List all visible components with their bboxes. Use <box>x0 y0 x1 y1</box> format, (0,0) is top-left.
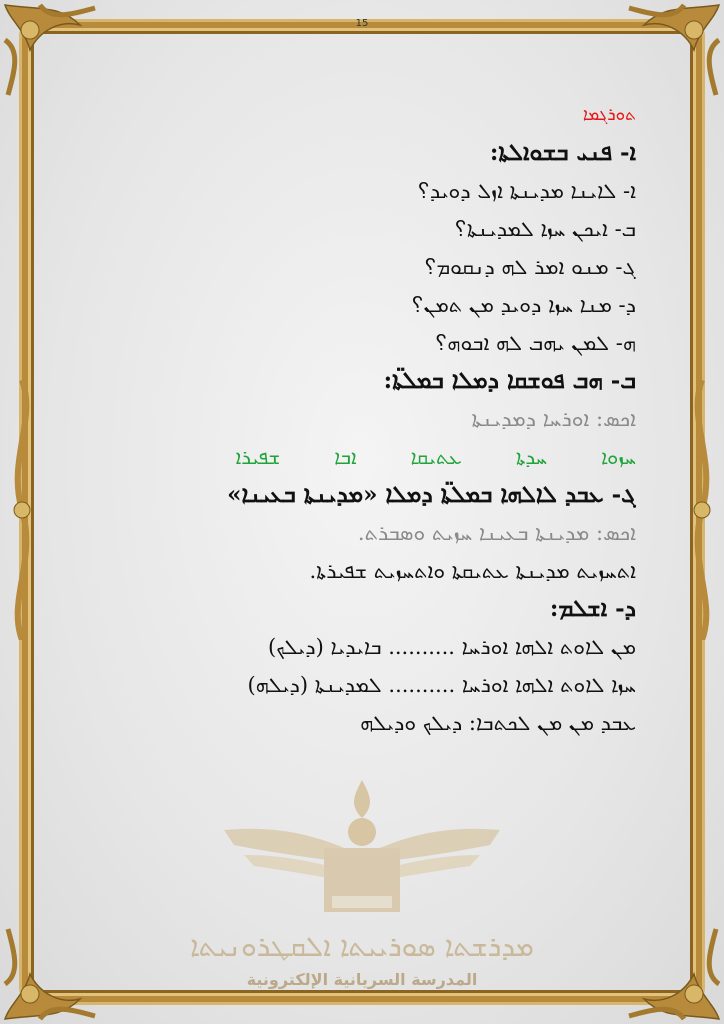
page-number: 15 <box>355 18 369 29</box>
question-2-example: ܐܟܣ: ܐܘܪܚܐ ܕܡܕܝܢܬܐ <box>471 407 636 431</box>
school-name-arabic: المدرسة السريانية الإلكترونية <box>246 970 478 989</box>
section-heading: ܬܘܪܓܡܐ <box>582 105 636 125</box>
corner-ornament-bottom-right <box>604 904 724 1024</box>
question-1-item-b: ܒ- ܐܝܟܢ ܚܙܐ ܠܡܕܝܢܬܐ؟ <box>455 217 636 241</box>
question-4-item-c: ܥܒܕ ܡܢ ܡܢ ܠܟܬܒܐ: ܕܝܠܟ ܘܕܝܠܗ <box>360 711 636 735</box>
word-bank-item: ܫܦܝܪܐ <box>235 445 281 469</box>
question-3-line: ܐܬܚܙܝܬ ܡܕܝܢܬܐ ܥܬܝܩܬܐ ܘܐܬܚܙܝܬ ܫܦܝܪܬܐ. <box>309 559 636 583</box>
exercise-content <box>76 96 636 742</box>
question-3-example: ܐܟܣ: ܡܕܝܢܬܐ ܒܥܝܢܐ ܚܙܝܬ ܘܣܒܪܬ. <box>357 521 636 545</box>
school-name-syriac: ܡܕܪܫܬܐ ܣܘܪܝܝܬܐ ܐܠܩܛܪܘܢܝܬܐ <box>190 930 534 963</box>
word-bank <box>76 438 636 476</box>
word-bank-item: ܚܙܘܐ <box>601 445 636 469</box>
winged-sun-emblem-watermark <box>214 770 510 930</box>
question-4-item-a: ܡܢ ܠܐܘܬ ܐܠܗܐ ܐܘܪܚܐ .......... ܒܐܝܕܝܐ (ܕܝܠܟ) <box>268 635 636 659</box>
question-1-item-e: ܗ- ܠܡܢ ܝܗܒ ܠܗ ܐܒܘܗ؟ <box>435 331 636 355</box>
word-bank-item: ܐܒܐ <box>334 445 357 469</box>
question-4-title: ܕ- ܐܫܠܡ: <box>549 595 636 622</box>
side-ornament-left <box>2 380 42 640</box>
side-ornament-right <box>682 380 722 640</box>
question-4-item-b: ܚܙܐ ܠܐܘܬ ܐܠܗܐ ܐܘܪܚܐ .......... ܠܡܕܝܢܬܐ (ܕܝܠܗ) <box>247 673 636 697</box>
word-bank-item: ܚܕܬܐ <box>515 445 548 469</box>
question-2-title: ܒ- ܗܒ ܦܘܫܩܐ ܕܡܠܐ ܒܡܠܬ̈ܐ: <box>383 367 636 394</box>
question-1-title: ܐ- ܦܢܝ ܒܫܘܐܠܬܐ: <box>489 139 636 166</box>
question-3-title: ܓ- ܥܒܕ ܠܐܠܗܐ ܒܡܠܬ̈ܐ ܕܡܠܐ «ܡܕܝܢܬܐ ܒܥܝܢܐ» <box>227 481 636 508</box>
question-1-item-a: ܐ- ܠܐܝܢܐ ܡܕܝܢܬܐ ܐܙܠ ܕܘܝܕ؟ <box>418 179 636 203</box>
word-bank-item: ܥܬܝܩܐ <box>410 445 462 469</box>
question-1-item-d: ܕ- ܡܢܐ ܚܙܐ ܕܘܝܕ ܡܢ ܬܡܢ؟ <box>411 293 636 317</box>
corner-ornament-bottom-left <box>0 904 120 1024</box>
question-1-item-c: ܓ- ܡܢܘ ܐܡܪ ܠܗ ܕܢܩܘܡ؟ <box>424 255 636 279</box>
